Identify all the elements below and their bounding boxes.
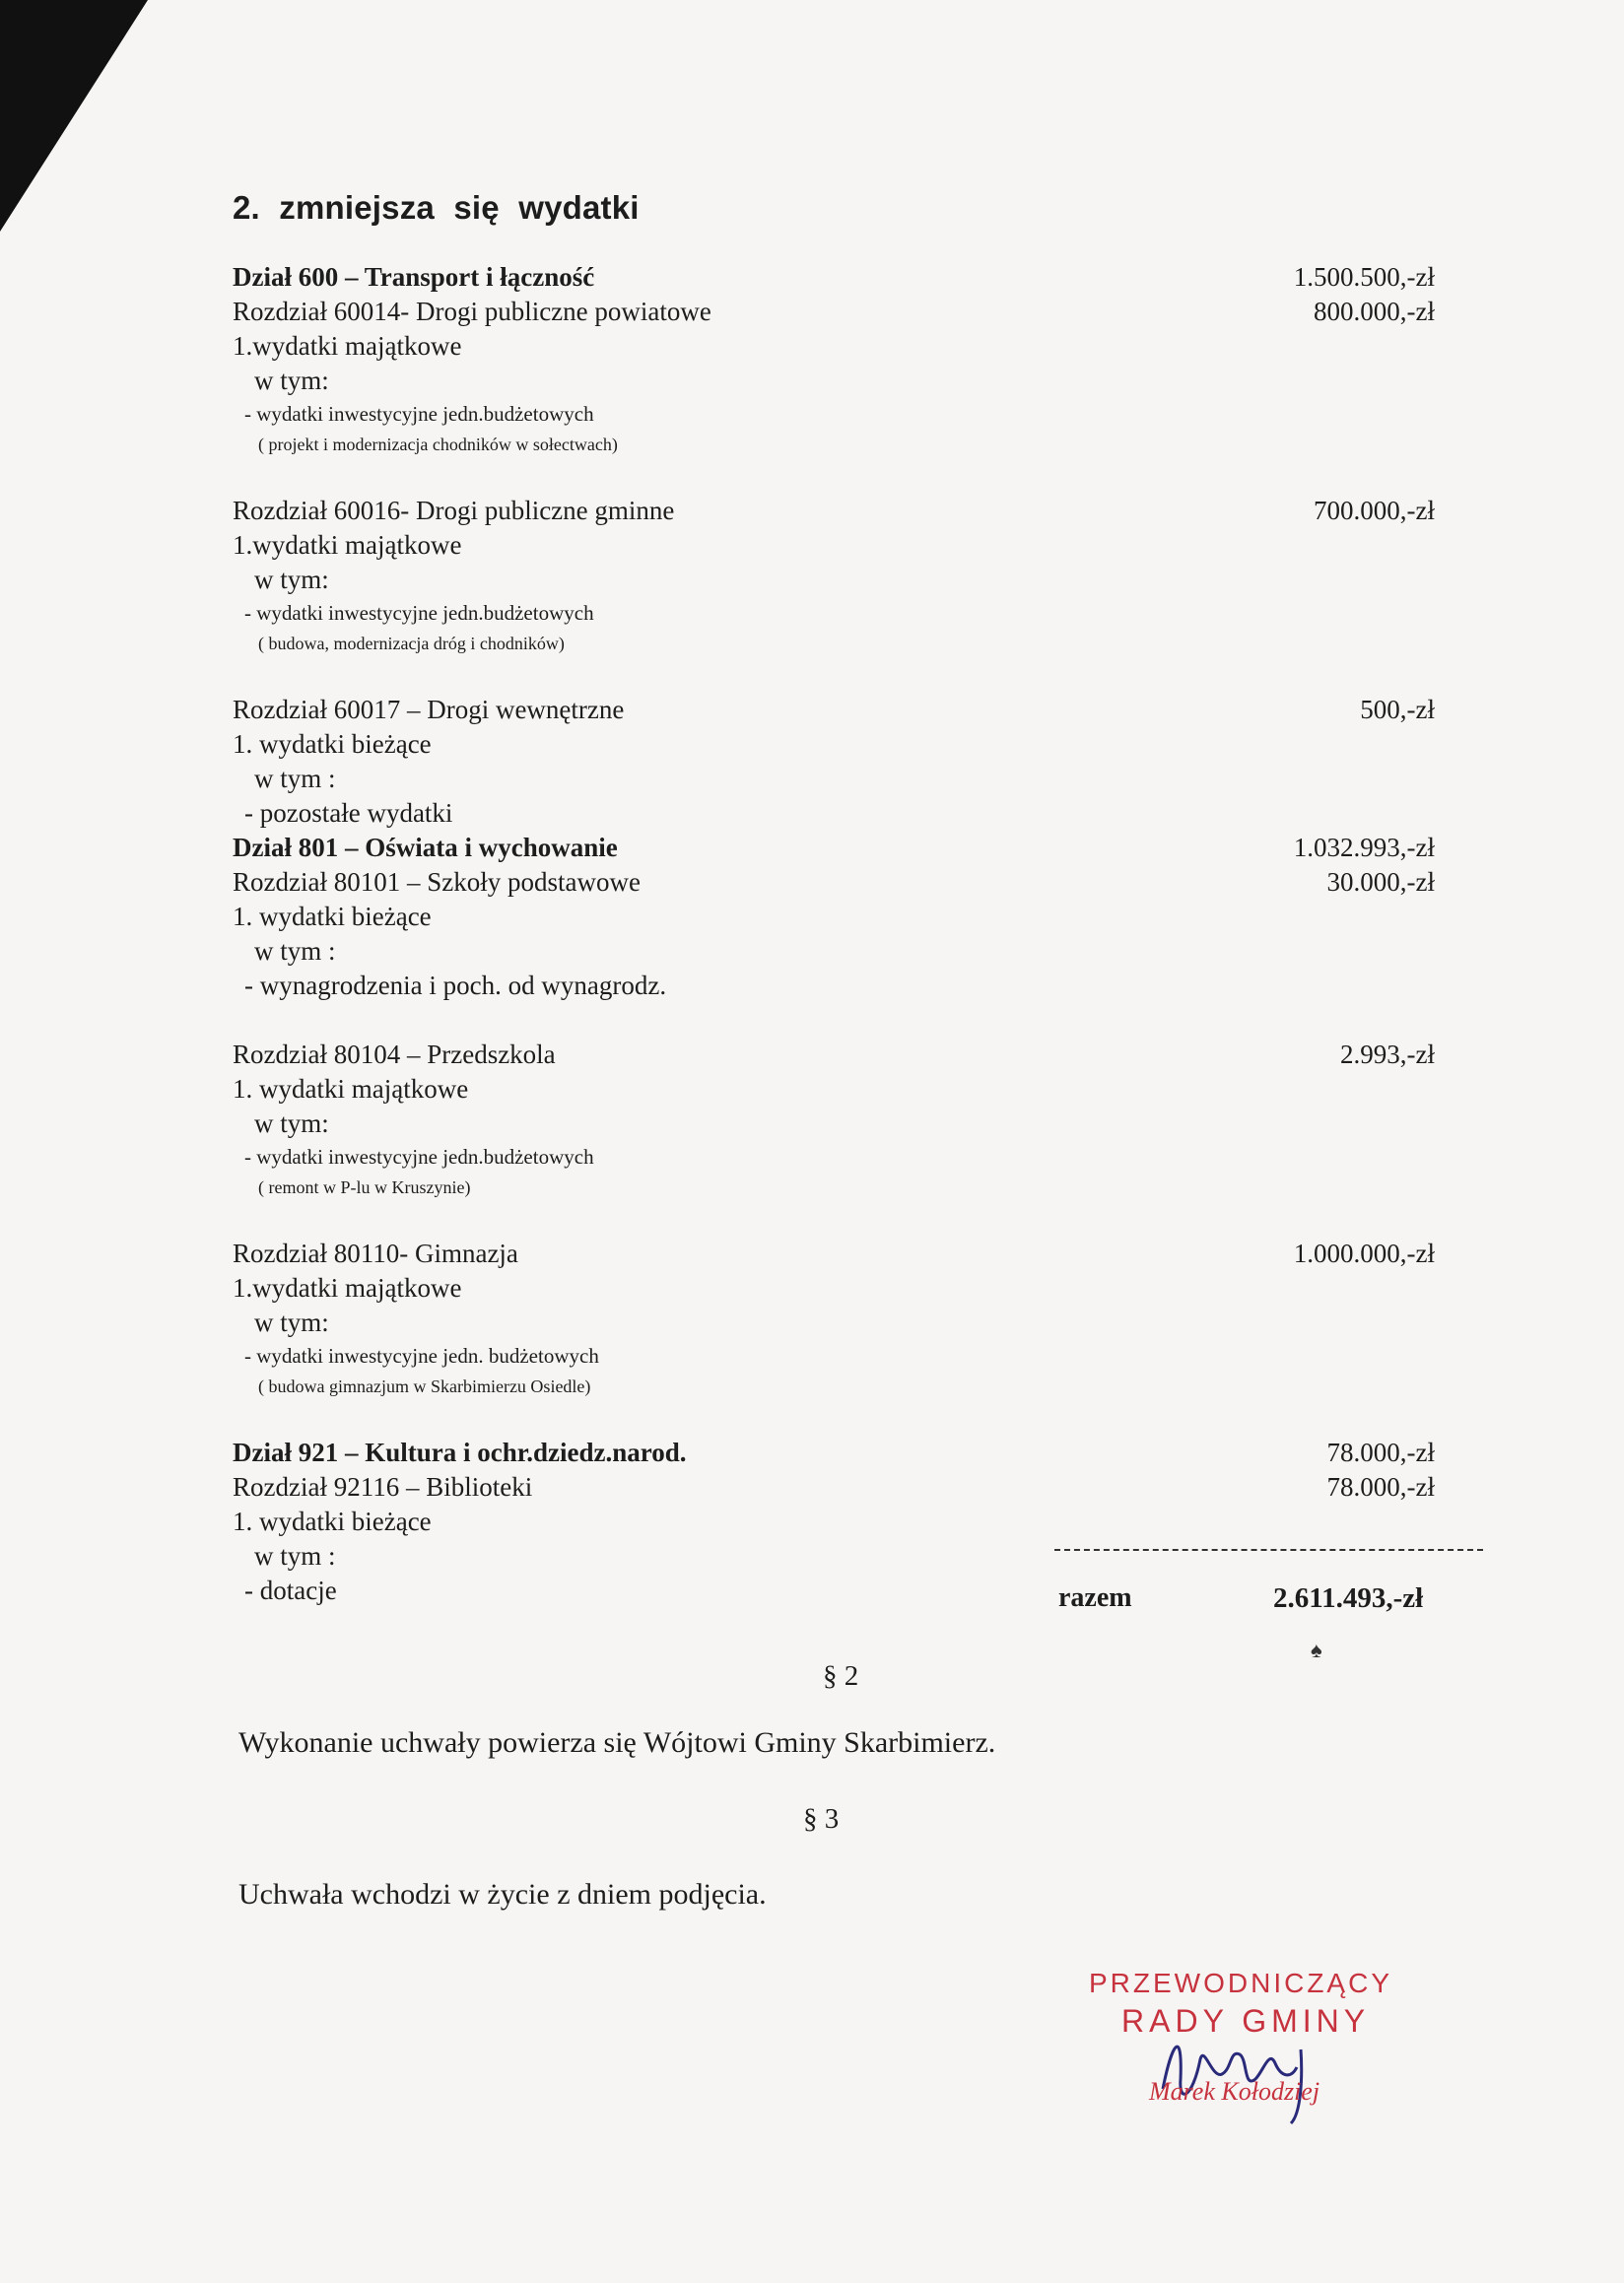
scan-corner-shadow [0,0,148,232]
budget-row-label: Dział 600 – Transport i łączność [233,262,595,292]
budget-row [233,528,1435,563]
budget-row-label: 1. wydatki majątkowe [233,1074,469,1104]
budget-row-amount: 78.000,-zł [1326,1472,1435,1502]
budget-row-amount: 1.032.993,-zł [1293,833,1435,862]
budget-row-amount: 1.000.000,-zł [1293,1239,1435,1268]
budget-row-amount: 500,-zł [1360,695,1435,724]
budget-row-label: Rozdział 60016- Drogi publiczne gminne [233,496,675,525]
budget-row [233,597,1435,629]
budget-row [233,1470,1435,1505]
total-divider [1054,1549,1483,1551]
budget-row [233,831,1435,865]
budget-row-label: - wydatki inwestycyjne jedn.budżetowych [244,402,594,426]
budget-row-label: ( budowa, modernizacja dróg i chodników) [258,634,565,653]
ink-mark-icon: ♠ [1311,1638,1322,1662]
budget-row [233,1141,1435,1173]
budget-row-label: 1.wydatki majątkowe [233,1273,462,1303]
budget-row [233,1372,1435,1401]
budget-row-label: Rozdział 80104 – Przedszkola [233,1040,556,1069]
budget-row-label: ( projekt i modernizacja chodników w sołectwach) [258,435,618,454]
budget-row-label: Dział 921 – Kultura i ochr.dziedz.narod. [233,1438,687,1467]
budget-row [233,1038,1435,1072]
budget-row [233,900,1435,934]
budget-row [233,1401,1435,1436]
budget-row-label: ( remont w P-lu w Kruszynie) [258,1177,471,1197]
section-heading: 2. zmniejsza się wydatki [233,189,640,226]
budget-row [233,693,1435,727]
total-value: 2.611.493,-zł [1273,1582,1424,1614]
budget-row-label: - wydatki inwestycyjne jedn.budżetowych [244,601,594,625]
budget-row-label: ( budowa gimnazjum w Skarbimierzu Osiedle) [258,1377,591,1396]
budget-row [233,364,1435,398]
budget-row [233,865,1435,900]
budget-row [233,934,1435,969]
stamp-subtitle: RADY GMINY [1121,2003,1371,2039]
budget-row-label: - wynagrodzenia i poch. od wynagrodz. [244,971,667,1000]
budget-row-amount: 1.500.500,-zł [1293,262,1435,292]
budget-row [233,1237,1435,1271]
budget-row [233,969,1435,1003]
budget-row-amount: 78.000,-zł [1326,1438,1435,1467]
budget-row-label: - wydatki inwestycyjne jedn. budżetowych [244,1344,599,1368]
budget-row [233,1202,1435,1237]
budget-row-label: Dział 801 – Oświata i wychowanie [233,833,618,862]
budget-row-label: Rozdział 80110- Gimnazja [233,1239,518,1268]
budget-row-label: 1. wydatki bieżące [233,902,432,931]
budget-row-amount: 2.993,-zł [1340,1040,1435,1069]
budget-row [233,762,1435,796]
budget-row-label: w tym : [254,936,336,966]
budget-row [233,1505,1435,1539]
budget-row-label: - wydatki inwestycyjne jedn.budżetowych [244,1145,594,1169]
paragraph-2-mark: § 2 [823,1660,859,1692]
budget-row [233,1436,1435,1470]
budget-row-label: 1. wydatki bieżące [233,1507,432,1536]
budget-row-label: w tym: [254,366,329,395]
budget-row-label: 1. wydatki bieżące [233,729,432,759]
budget-row [233,796,1435,831]
budget-row [233,1107,1435,1141]
budget-row-label: Rozdział 60014- Drogi publiczne powiatowe [233,297,711,326]
budget-row [233,1003,1435,1038]
budget-row [233,459,1435,494]
budget-row [233,260,1435,295]
budget-row [233,329,1435,364]
budget-row [233,430,1435,459]
paragraph-2-text: Wykonanie uchwały powierza się Wójtowi Gminy Skarbimierz. [238,1726,996,1759]
budget-row-label: - dotacje [244,1576,337,1605]
budget-row-label: Rozdział 80101 – Szkoły podstawowe [233,867,641,897]
budget-row [233,658,1435,693]
signature-icon [1153,2020,1350,2128]
budget-row-label: w tym: [254,1108,329,1138]
budget-row-label: 1.wydatki majątkowe [233,331,462,361]
paragraph-3-text: Uchwała wchodzi w życie z dniem podjęcia. [238,1878,767,1911]
budget-row-label: w tym: [254,1308,329,1337]
budget-row [233,1539,1435,1574]
budget-row [233,1306,1435,1340]
budget-row [233,1574,1435,1608]
budget-row [233,1173,1435,1202]
budget-row-amount: 30.000,-zł [1326,867,1435,897]
budget-row-label: Rozdział 92116 – Biblioteki [233,1472,533,1502]
total-label: razem [1058,1582,1132,1613]
budget-row-label: w tym : [254,764,336,793]
budget-row-amount: 800.000,-zł [1314,297,1435,326]
budget-row-label: w tym : [254,1541,336,1571]
budget-row [233,1072,1435,1107]
budget-row [233,727,1435,762]
budget-row [233,1340,1435,1372]
budget-row [233,398,1435,430]
budget-row-label: 1.wydatki majątkowe [233,530,462,560]
budget-row [233,494,1435,528]
budget-row [233,629,1435,658]
paragraph-3-mark: § 3 [803,1803,840,1835]
budget-list [233,260,1435,1608]
budget-row-label: w tym: [254,565,329,594]
budget-row [233,563,1435,597]
stamp-name: Marek Kołodziej [1149,2077,1320,2106]
budget-row [233,295,1435,329]
stamp-title: PRZEWODNICZĄCY [1089,1968,1392,1998]
budget-row [233,1271,1435,1306]
budget-row-amount: 700.000,-zł [1314,496,1435,525]
budget-row-label: - pozostałe wydatki [244,798,453,828]
budget-row-label: Rozdział 60017 – Drogi wewnętrzne [233,695,625,724]
